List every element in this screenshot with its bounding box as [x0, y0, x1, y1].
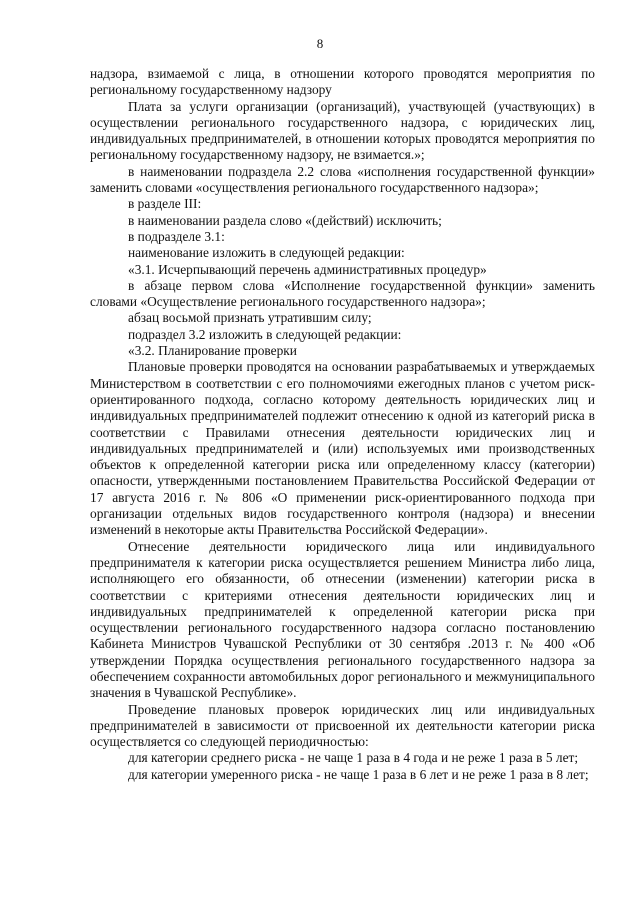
paragraph: Плановые проверки проводятся на основании разрабатываемых и утверждаемых Министерством в соответствии с его полномочиями ежегодных планов с учетом риск-ориентированного подхода, согласно которому деятельность юридических лиц и индивидуальных предпринимателей подлежит отнесению к одной из категорий риска в соответствии с Правилами отнесения деятельности юридических лиц и индивидуальных предпринимателей и (или) используемых ими производственных объектов к определенной категории риска или определенному классу (категории) опасности, утвержденными постановлением Правительства Российской Федерации от 17 августа 2016 г. № 806 «О применении риск-ориентированного подхода при организации отдельных видов государственного контроля (надзора) и внесении изменений в некоторые акты Правительства Российской Федерации». [90, 359, 595, 538]
paragraph: в разделе III: [128, 196, 202, 212]
paragraph: «3.1. Исчерпывающий перечень административных процедур» [128, 261, 487, 277]
paragraph: для категории умеренного риска - не чаще 1 раза в 6 лет и не реже 1 раза в 8 лет; [128, 766, 589, 782]
paragraph: наименование изложить в следующей редакции: [128, 245, 405, 261]
paragraph: в наименовании раздела слово «(действий) исключить; [128, 212, 442, 228]
paragraph: Проведение плановых проверок юридических лиц или индивидуальных предпринимателей в зависимости от присвоенной их деятельности категории риска осуществляется со следующей периодичностью: [90, 701, 595, 750]
document-body [90, 66, 595, 783]
paragraph: в абзаце первом слова «Исполнение государственной функции» заменить словами «Осуществление регионального государственного надзора»; [90, 277, 595, 310]
paragraph: для категории среднего риска - не чаще 1 раза в 4 года и не реже 1 раза в 5 лет; [128, 750, 579, 766]
paragraph: подраздел 3.2 изложить в следующей редакции: [128, 326, 402, 342]
page-number: 8 [316, 36, 324, 51]
paragraph: надзора, взимаемой с лица, в отношении которого проводятся мероприятия по региональному государственному надзору [90, 66, 595, 98]
paragraph: Отнесение деятельности юридического лица или индивидуального предпринимателя к категории риска осуществляется решением Министра либо лица, исполняющего его обязанности, об отнесении (изменении) категории риска в соответствии с критериями отнесения деятельности юридических лиц и индивидуальных предпринимателей к определенной категории риска при осуществлении регионального государственного надзора согласно постановлению Кабинета Министров Чувашской Республики от 30 сентября .2013 г. № 400 «Об утверждении Порядка осуществления регионального государственного надзора за обеспечением сохранности автомобильных дорог регионального и межмуниципального значения в Чувашской Республике». [90, 538, 595, 701]
paragraph: Плата за услуги организации (организаций), участвующей (участвующих) в осуществлении регионального государственного надзора, с юридических лиц, индивидуальных предпринимателей, в отношении которых проводятся мероприятия по региональному государственному надзору, не взимается.»; [90, 98, 595, 163]
paragraph: в наименовании подраздела 2.2 слова «исполнения государственной функции» заменить словами «осуществления регионального государственного надзора»; [90, 163, 595, 196]
paragraph: абзац восьмой признать утратившим силу; [128, 310, 372, 326]
paragraph: «3.2. Планирование проверки [128, 343, 297, 359]
paragraph: в подразделе 3.1: [128, 228, 225, 244]
